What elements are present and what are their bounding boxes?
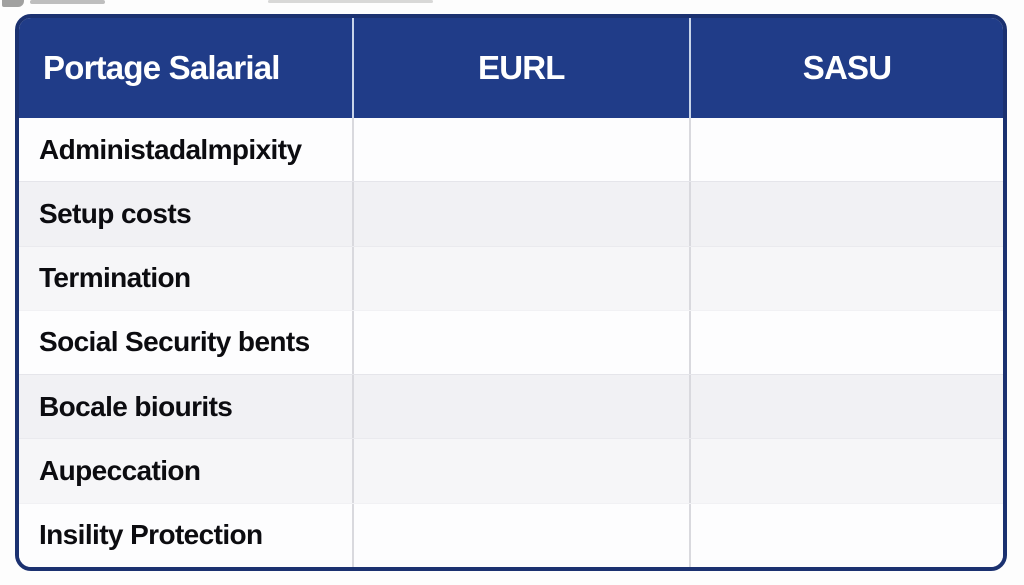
row-label: Bocale biourits	[39, 390, 233, 422]
eurl-cell	[352, 311, 690, 374]
sasu-cell	[689, 247, 1003, 310]
row-label: Insility Protection	[39, 519, 263, 551]
row-label: Setup costs	[39, 197, 192, 229]
eurl-cell	[352, 118, 690, 181]
image-artifact	[2, 0, 24, 7]
sasu-cell	[689, 311, 1003, 374]
table-row	[19, 438, 1003, 502]
row-label: Aupeccation	[39, 455, 201, 487]
row-label: Administadalmpixity	[39, 133, 302, 165]
sasu-cell	[689, 118, 1003, 181]
table-row	[19, 181, 1003, 245]
row-label: Social Security bents	[39, 326, 310, 358]
sasu-cell	[689, 182, 1003, 245]
row-label: Termination	[39, 262, 191, 294]
table-row	[19, 310, 1003, 374]
table-row	[19, 118, 1003, 181]
sasu-cell	[689, 439, 1003, 502]
eurl-cell	[352, 504, 690, 567]
header-sasu: SASU	[689, 18, 1003, 118]
header-eurl: EURL	[352, 18, 690, 118]
eurl-cell	[352, 375, 690, 438]
header-portage-salarial: Portage Salarial	[43, 49, 280, 86]
eurl-cell	[352, 247, 690, 310]
image-artifact	[30, 0, 105, 4]
sasu-cell	[689, 375, 1003, 438]
eurl-cell	[352, 439, 690, 502]
image-artifact	[268, 0, 433, 3]
table-body	[19, 118, 1003, 567]
table-row	[19, 374, 1003, 438]
table-header-row	[19, 18, 1003, 118]
table-row	[19, 246, 1003, 310]
sasu-cell	[689, 504, 1003, 567]
eurl-cell	[352, 182, 690, 245]
comparison-table	[15, 14, 1007, 571]
table-row	[19, 503, 1003, 567]
